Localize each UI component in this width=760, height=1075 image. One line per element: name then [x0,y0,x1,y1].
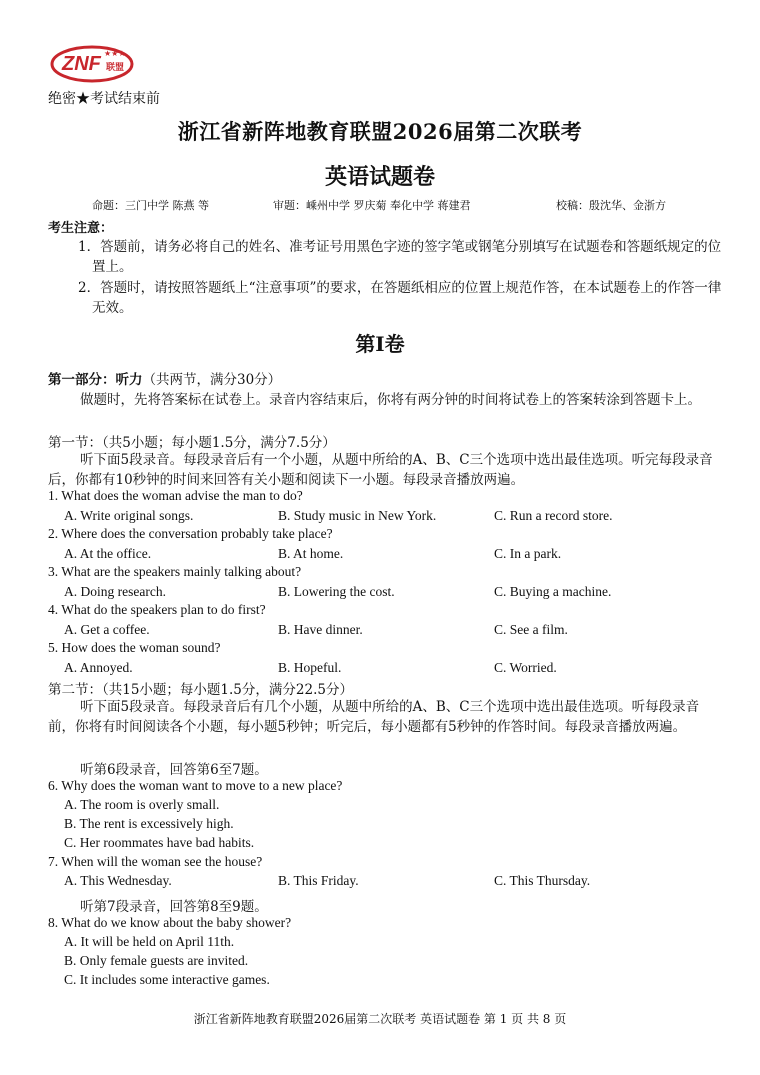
section1-intro: 听下面5段录音。每段录音后有一个小题，从题中所给的A、B、C三个选项中选出最佳选项。听完每段录音后，你都有10秒钟的时间来回答有关小题和阅读下一小题。每段录音播放两遍。 [48,452,713,488]
q1-option-b: B. Study music in New York. [278,508,437,523]
q7-option-a: A. This Wednesday. [64,873,172,888]
q3-option-c: C. Buying a machine. [494,584,612,599]
q8-option-c: C. It includes some interactive games. [64,972,270,987]
svg-text:联盟: 联盟 [106,63,125,73]
q6-option-a: A. The room is overly small. [64,797,220,812]
exam-title: 浙江省新阵地教育联盟2026届第二次联考 [177,119,583,144]
q2-option-a: A. At the office. [64,546,152,561]
svg-text:ZNF: ZNF [62,53,101,75]
question-1: 1. What does the woman advise the man to do? [48,488,303,503]
q7-option-c: C. This Thursday. [494,873,591,888]
section2-intro: 听下面5段录音。每段录音后有几个小题，从题中所给的A、B、C三个选项中选出最佳选项。听每段录音前，你将有时间阅读各个小题，每小题5秒钟；听完后，每小题都有5秒钟的作答时间。每段录音播放两遍。 [48,699,700,735]
q2-option-b: B. At home. [278,546,344,561]
q1-option-a: A. Write original songs. [64,508,194,523]
q1-option-c: C. Run a record store. [494,508,613,523]
question-4: 4. What do the speakers plan to do first? [48,602,266,617]
q4-option-c: C. See a film. [494,622,568,637]
section1-heading: 第一节：（共5小题；每小题1.5分，满分7.5分） [48,435,336,451]
page-footer: 浙江省新阵地教育联盟2026届第二次联考 英语试题卷 第 1 页 共 8 页 [193,1012,567,1026]
question-2: 2. Where does the conversation probably take place? [48,526,333,541]
notice-item-2: 2．答题时，请按照答题纸上“注意事项”的要求，在答题纸相应的位置上规范作答，在本试题卷上的作答一律无效。 [78,280,722,316]
question-6: 6. Why does the woman want to move to a new place? [48,778,343,793]
question-3: 3. What are the speakers mainly talking about? [48,564,302,579]
q5-option-b: B. Hopeful. [278,660,342,675]
credit-author: 命题：三门中学 陈燕 等 [92,199,209,212]
q5-option-c: C. Worried. [494,660,557,675]
credit-proof: 校稿：殷沈华、金浙方 [556,199,666,212]
q5-option-a: A. Annoyed. [64,660,133,675]
question-5: 5. How does the woman sound? [48,640,221,655]
znf-logo [48,40,140,84]
q8-option-b: B. Only female guests are invited. [64,953,249,968]
section2-heading: 第二节：（共15小题；每小题1.5分，满分22.5分） [48,682,353,698]
q2-option-c: C. In a park. [494,546,562,561]
listen-6-instruction: 听第6段录音，回答第6至7题。 [80,762,268,778]
svg-text:★★★: ★★★ [104,49,126,58]
q8-option-a: A. It will be held on April 11th. [64,934,235,949]
q4-option-b: B. Have dinner. [278,622,363,637]
q6-option-b: B. The rent is excessively high. [64,816,234,831]
credit-review: 审题：嵊州中学 罗庆菊 奉化中学 蒋建君 [273,199,471,212]
secret-label: 绝密★考试结束前 [48,91,160,107]
part1-intro: 做题时，先将答案标在试卷上。录音内容结束后，你将有两分钟的时间将试卷上的答案转涂到答题卡上。 [80,392,701,408]
q4-option-a: A. Get a coffee. [64,622,150,637]
q6-option-c: C. Her roommates have bad habits. [64,835,255,850]
volume-heading: 第Ⅰ卷 [355,332,405,356]
question-8: 8. What do we know about the baby shower? [48,915,292,930]
notice-item-1: 1．答题前，请务必将自己的姓名、准考证号用黑色字迹的签字笔或钢笔分别填写在试题卷和答题纸规定的位置上。 [78,239,722,275]
part1-heading: 第一部分：听力（共两节，满分30分） [48,372,282,388]
question-7: 7. When will the woman see the house? [48,854,263,869]
notice-heading: 考生注意： [48,221,114,236]
q3-option-a: A. Doing research. [64,584,166,599]
listen-7-instruction: 听第7段录音，回答第8至9题。 [80,899,268,915]
q3-option-b: B. Lowering the cost. [278,584,395,599]
q7-option-b: B. This Friday. [278,873,359,888]
exam-subtitle: 英语试题卷 [324,164,435,190]
